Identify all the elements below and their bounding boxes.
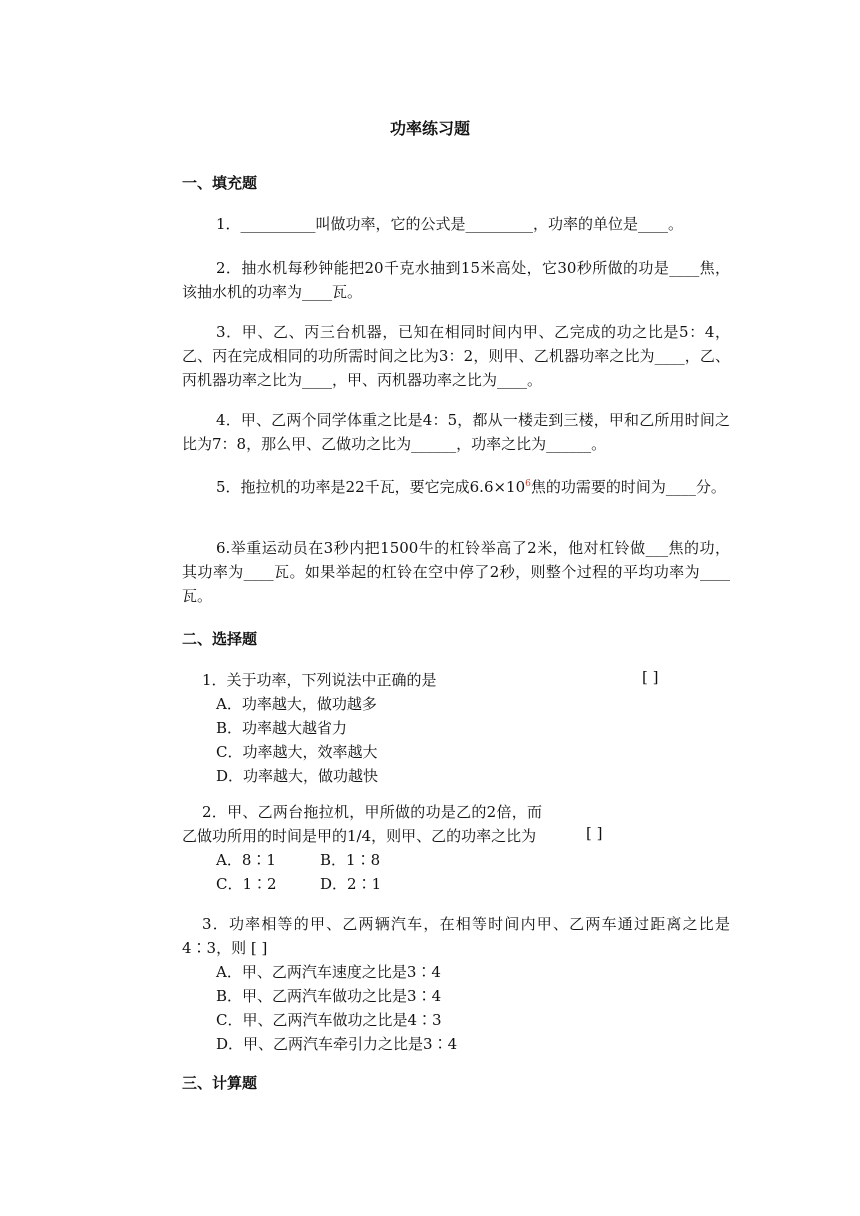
choice-option: C．甲、乙两汽车做功之比是4∶3 — [216, 1011, 442, 1029]
section-heading-choice: 二、选择题 — [182, 630, 258, 648]
section-heading-calc: 三、计算题 — [182, 1074, 258, 1092]
choice-option: B．甲、乙两汽车做功之比是3∶4 — [216, 987, 442, 1005]
choice-question-1-stem: 1．关于功率，下列说法中正确的是 — [202, 671, 437, 689]
answer-bracket-3: [ ] — [250, 939, 268, 957]
choice-option: B．1∶8 — [320, 851, 381, 869]
choice-option: C．功率越大，效率越大 — [216, 743, 378, 761]
choice-question-1 — [182, 668, 742, 788]
fill-question-5-after: 焦的功需要的时间为____分。 — [530, 478, 726, 496]
choice-option: C．1∶2 — [216, 875, 277, 893]
choice-option: A．甲、乙两汽车速度之比是3∶4 — [216, 963, 441, 981]
choice-option: A．功率越大，做功越多 — [216, 695, 377, 713]
choice-option: B．功率越大越省力 — [216, 719, 348, 737]
answer-bracket-1: [ ] — [642, 668, 659, 686]
fill-question-5 — [182, 472, 730, 499]
fill-question-5-before: 5．拖拉机的功率是22千瓦，要它完成6.6×10 — [216, 478, 526, 496]
choice-question-3-stem: 3．功率相等的甲、乙两辆汽车，在相等时间内甲、乙两车通过距离之比是4∶3，则 [ ] — [182, 915, 730, 957]
fill-question-1: 1．__________叫做功率，它的公式是_________，功率的单位是____。 — [216, 215, 684, 233]
fill-question-3: 3．甲、乙、丙三台机器，已知在相同时间内甲、乙完成的功之比是5：4，乙、丙在完成相同的功所需时间之比为3：2，则甲、乙机器功率之比为____，乙、丙机器功率之比为____，甲、丙机器功率之比为____。 — [182, 323, 730, 389]
answer-bracket-2: [ ] — [586, 824, 603, 842]
choice-question-2-body — [182, 800, 730, 896]
choice-question-3 — [182, 912, 730, 1056]
exponent-superscript: 6 — [525, 479, 531, 489]
section-heading-fill: 一、填充题 — [182, 174, 258, 192]
choice-option: A．8∶1 — [216, 851, 276, 869]
fill-question-4: 4．甲、乙两个同学体重之比是4：5，都从一楼走到三楼，甲和乙所用时间之比为7：8，那么甲、乙做功之比为______，功率之比为______。 — [182, 411, 730, 453]
page-title: 功率练习题 — [389, 119, 470, 138]
choice-question-2-stem: 2．甲、乙两台拖拉机，甲所做的功是乙的2倍，而乙做功所用的时间是甲的1/4，则甲、乙的功率之比为 — [182, 803, 542, 845]
choice-option-row — [182, 872, 730, 896]
fill-question-2: 2．抽水机每秒钟能把20千克水抽到15米高处，它30秒所做的功是____焦，该抽水机的功率为____瓦。 — [182, 259, 730, 301]
choice-option: D．功率越大，做功越快 — [216, 767, 379, 785]
choice-option-row — [182, 848, 730, 872]
choice-option: D．甲、乙两汽车牵引力之比是3∶4 — [216, 1035, 458, 1053]
fill-question-6: 6.举重运动员在3秒内把1500牛的杠铃举高了2米，他对杠铃做___焦的功，其功率为____瓦。如果举起的杠铃在空中停了2秒，则整个过程的平均功率为____瓦。 — [182, 539, 730, 605]
choice-option: D．2∶1 — [320, 875, 382, 893]
